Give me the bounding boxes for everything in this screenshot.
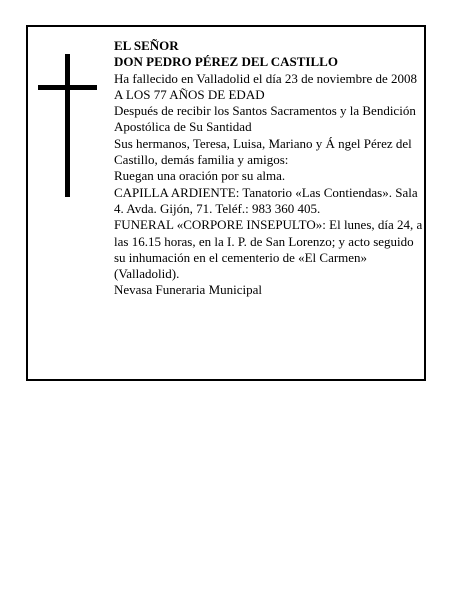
family-statement: Sus hermanos, Teresa, Luisa, Mariano y Á ngel Pérez del Castillo, demás familia y amigos:: [114, 135, 412, 168]
cross-icon-vertical-bar: [65, 54, 70, 197]
funeral-home: Nevasa Funeraria Municipal: [114, 282, 263, 298]
prayer-request: Ruegan una oración por su alma.: [114, 168, 286, 184]
sacraments-statement: Después de recibir los Santos Sacramentos y la Bendición Apostólica de Su Santidad: [114, 103, 416, 135]
notice-title: EL SEÑOR: [114, 38, 179, 53]
deceased-name: DON PEDRO PÉREZ DEL CASTILLO: [114, 54, 338, 70]
death-statement: Ha fallecido en Valladolid el día 23 de noviembre de 2008: [114, 70, 417, 86]
age-statement: A LOS 77 AÑOS DE EDAD: [114, 86, 265, 102]
funeral-details: FUNERAL «CORPORE INSEPULTO»: El lunes, día 24, a las 16.15 horas, en la I. P. de San Lorenzo; y acto seguido su inhumación en el cementerio de «El Carmen» (Valladolid).: [114, 217, 423, 282]
cross-icon-horizontal-bar: [38, 85, 97, 90]
chapel-details: CAPILLA ARDIENTE: Tanatorio «Las Contiendas». Sala 4. Avda. Gijón, 71. Teléf.: 983 360 405.: [114, 184, 418, 216]
obituary-text: [114, 38, 428, 299]
